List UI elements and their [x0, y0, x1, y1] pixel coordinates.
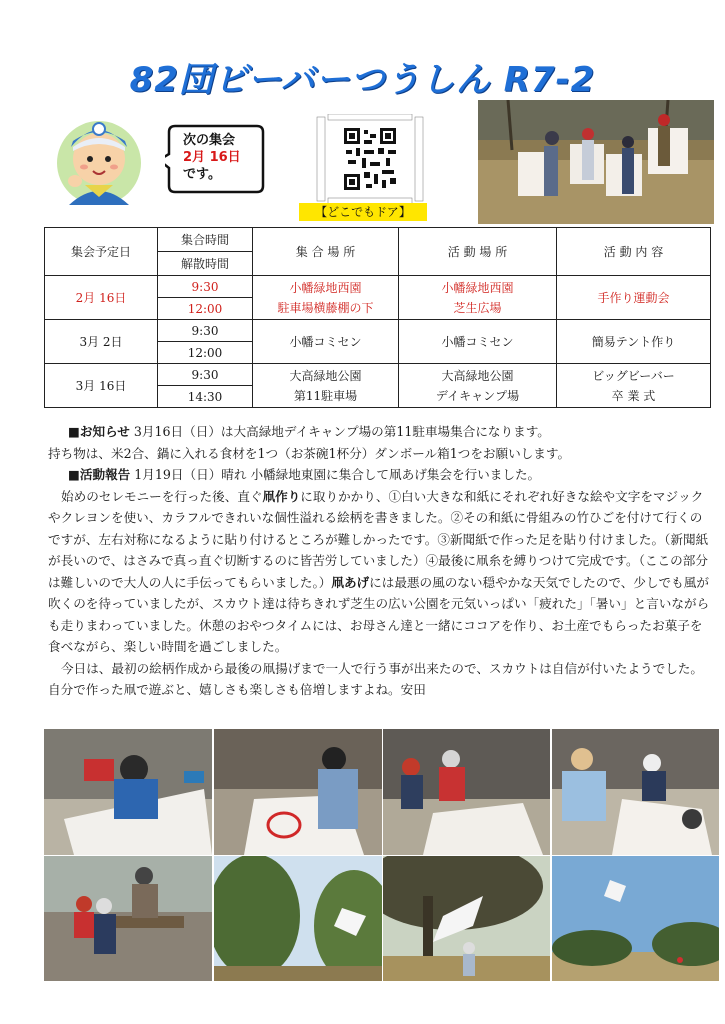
row-date: 2月 16日	[45, 276, 158, 320]
bubble-line-1: 次の集会	[183, 133, 236, 148]
next-meeting-notice	[183, 132, 241, 183]
row-start: 9:30	[158, 320, 253, 342]
report-paragraph-2: 今日は、最初の絵柄作成から最後の凧揚げまで一人で行う事が出来たので、スカウトは自信が付いたようでした。自分で作った凧で遊ぶと、嬉しさも楽しさも倍増しますよね。安田	[48, 660, 704, 697]
header-activity-content: 活 動 内 容	[557, 228, 711, 276]
header-activity-place: 活 動 場 所	[399, 228, 557, 276]
row-meet-place: 小幡緑地西園 駐車場横藤棚の下	[253, 276, 399, 320]
schedule-table	[44, 227, 711, 408]
photo-flying-kite	[383, 856, 550, 981]
table-row	[45, 276, 711, 298]
row-end: 12:00	[158, 342, 253, 364]
row-start: 9:30	[158, 364, 253, 386]
report-intro: 1月19日（日）晴れ 小幡緑地東園に集合して凧あげ集会を行いました。	[130, 467, 541, 482]
beaver-scout-mascot	[55, 107, 143, 207]
row-date: 3月 16日	[45, 364, 158, 408]
row-activity-place: 小幡緑地西園 芝生広場	[399, 276, 557, 320]
row-meet-place: 小幡コミセン	[253, 320, 399, 364]
photo-drawing-kite-1	[44, 729, 212, 855]
header-date: 集会予定日	[45, 228, 158, 276]
bubble-line-3: です。	[183, 167, 221, 182]
report-section	[48, 464, 713, 701]
header-start-time: 集合時間	[158, 228, 253, 252]
header-meet-place: 集 合 場 所	[253, 228, 399, 276]
photo-drawing-kite-4	[552, 729, 719, 855]
row-date: 3月 2日	[45, 320, 158, 364]
notice-heading: ■お知らせ	[68, 424, 130, 439]
qr-caption: 【どこでもドア】	[299, 203, 427, 221]
notice-section	[48, 421, 713, 464]
photo-drawing-kite-3	[383, 729, 550, 855]
kite-group-photo	[478, 100, 714, 224]
row-content: ビッグビーバー 卒 業 式	[557, 364, 711, 408]
report-heading: ■活動報告	[68, 467, 131, 482]
header-end-time: 解散時間	[158, 252, 253, 276]
photo-open-field-kite	[552, 856, 719, 981]
qr-code[interactable]	[316, 114, 424, 204]
page-title: 82団ビーバーつうしん R7-2	[129, 60, 596, 100]
table-row	[45, 320, 711, 342]
row-content: 簡易テント作り	[557, 320, 711, 364]
report-paragraph-1: 始めのセレモニーを行った後、直ぐ凧作りに取りかかり、①白い大きな和紙にそれぞれ好きな絵や文字をマジックやクレヨンを使い、カラフルできれいな個性溢れる絵柄を書きました。②その和紙に骨組みの竹ひごを付けて行くのですが、左右対称になるように貼り付けるところが難しかったです。③新聞紙で作った足を貼り付けました。（新聞紙が長いので、はさみで真っ直ぐ切断するのに皆苦労していました）④最後に凧糸を縛りつけて完成です。（ここの部分は難しいので大人の人に手伝ってもらいました。）凧あげには最悪の風のない穏やかな天気でしたので、少しでも風が吹くのを待っていましたが、スカウト達は待ちきれず芝生の広い公園を元気いっぱい「疲れた」「暑い」と言いながらも走りまわっていました。休憩のおやつタイムには、お母さん達と一緒にココアを作り、お土産でもらったお菓子を食べながら、楽しい時間を過ごしました。	[48, 488, 710, 654]
photo-drawing-kite-2	[214, 729, 382, 855]
notice-line-1: 3月16日（日）は大高緑地デイキャンプ場の第11駐車場集合になります。	[129, 424, 550, 439]
row-start: 9:30	[158, 276, 253, 298]
row-end: 12:00	[158, 298, 253, 320]
table-row	[45, 364, 711, 386]
row-meet-place: 大高緑地公園 第11駐車場	[253, 364, 399, 408]
row-end: 14:30	[158, 386, 253, 408]
row-activity-place: 小幡コミセン	[399, 320, 557, 364]
notice-line-2: 持ち物は、米2合、鍋に入れる食材を1つ（お茶碗1杯分）ダンボール箱1つをお願いします。	[48, 445, 571, 461]
row-content: 手作り運動会	[557, 276, 711, 320]
bubble-date: 2月 16日	[183, 150, 241, 165]
photo-snack-time	[44, 856, 212, 981]
row-activity-place: 大高緑地公園 デイキャンプ場	[399, 364, 557, 408]
photo-kite-in-trees	[214, 856, 382, 981]
